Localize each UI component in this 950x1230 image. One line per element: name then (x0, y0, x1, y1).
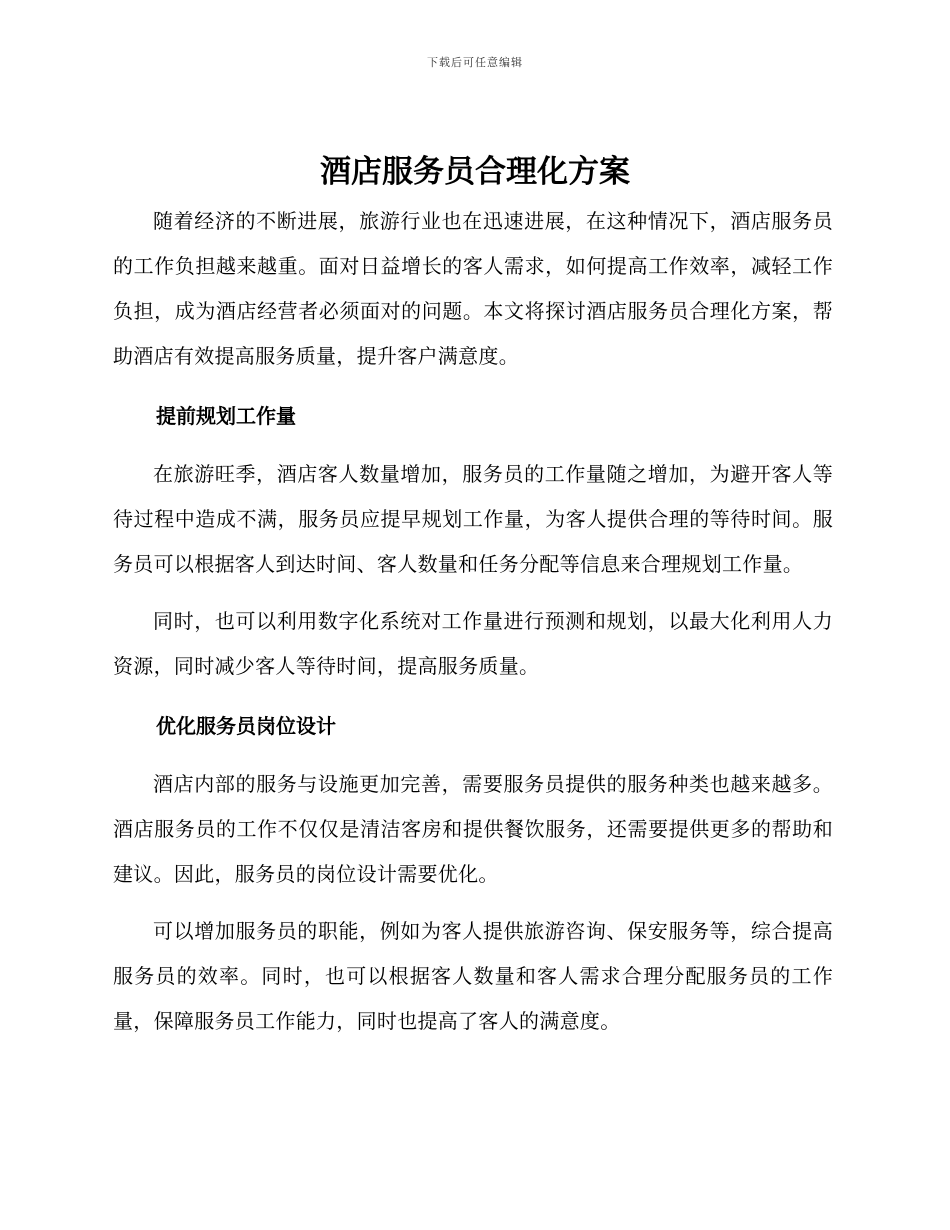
document-title: 酒店服务员合理化方案 (320, 154, 630, 190)
spacer (113, 587, 833, 599)
section-heading-plan-workload: 提前规划工作量 (156, 404, 296, 428)
header-note: 下载后可任意编辑 (427, 56, 523, 69)
section-heading-optimize-roles: 优化服务员岗位设计 (156, 714, 336, 738)
document-body (113, 199, 833, 1044)
paragraph-optimize-roles: 酒店内部的服务与设施更加完善，需要服务员提供的服务种类也越来越多。酒店服务员的工作不仅仅是清洁客房和提供餐饮服务，还需要提供更多的帮助和建议。因此，服务员的岗位设计需要优化。 (113, 772, 833, 886)
paragraph-increase-functions: 可以增加服务员的职能，例如为客人提供旅游咨询、保安服务等，综合提高服务员的效率。同时，也可以根据客人数量和客人需求合理分配服务员的工作量，保障服务员工作能力，同时也提高了客人的满意度。 (113, 919, 833, 1033)
spacer (113, 689, 833, 701)
paragraph-intro: 随着经济的不断进展，旅游行业也在迅速进展，在这种情况下，酒店服务员的工作负担越来越重。面对日益增长的客人需求，如何提高工作效率，减轻工作负担，成为酒店经营者必须面对的问题。本文将探讨酒店服务员合理化方案，帮助酒店有效提高服务质量，提升客户满意度。 (113, 209, 833, 368)
spacer (113, 379, 833, 391)
paragraph-plan-workload: 在旅游旺季，酒店客人数量增加，服务员的工作量随之增加，为避开客人等待过程中造成不满，服务员应提早规划工作量，为客人提供合理的等待时间。服务员可以根据客人到达时间、客人数量和任务分配等信息来合理规划工作量。 (113, 462, 833, 576)
spacer (113, 897, 833, 909)
paragraph-digital-system: 同时，也可以利用数字化系统对工作量进行预测和规划，以最大化利用人力资源，同时减少客人等待时间，提高服务质量。 (113, 609, 833, 678)
